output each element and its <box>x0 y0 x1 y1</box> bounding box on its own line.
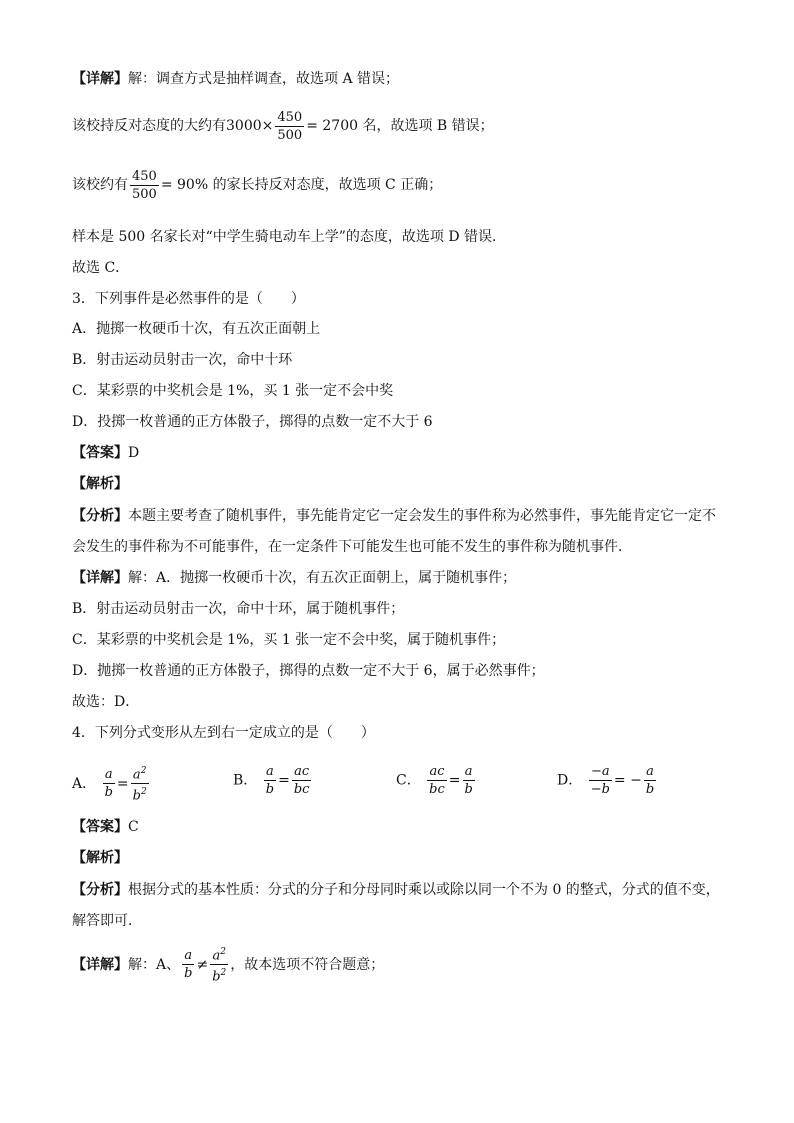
q3-jiexi-tag: 【解析】 <box>72 476 128 492</box>
q3-option-b: B．射击运动员射击一次，命中十环 <box>72 352 293 368</box>
q4-jiexi-tag: 【解析】 <box>72 850 128 866</box>
q3-detail-line-1: 【详解】解：A．抛掷一枚硬币十次，有五次正面朝上，属于随机事件； <box>72 570 517 586</box>
q2-detail-line-1: 【详解】解：调查方式是抽样调查，故选项 A 错误； <box>72 71 400 87</box>
q4-answer: 【答案】C <box>72 819 139 835</box>
q4-option-a: A． $\frac{a}{b}$ = $\frac{a^2}{b^2}$ <box>72 763 151 805</box>
q2-detail-line-4: 样本是 500 名家长对“中学生骑电动车上学”的态度，故选项 D 错误． <box>72 229 507 245</box>
q2-conclusion: 故选 C． <box>72 260 130 276</box>
q4-analysis-line-1: 【分析】根据分式的基本性质：分式的分子和分母同时乘以或除以同一个不为 0 的整式，分式的值不变， <box>72 882 720 898</box>
q2-detail-line-3: 该校约有 $\frac{450}{500}$ = 90% 的家长持反对态度，故选项 C 正确； <box>72 168 443 202</box>
q4-option-d: D． $\frac{-a}{-b}$ = − $\frac{a}{b}$ <box>557 764 655 797</box>
q3-detail-line-4: D．抛掷一枚普通的正方体骰子，掷得的点数一定不大于 6，属于必然事件； <box>72 663 545 679</box>
q3-detail-line-3: C．某彩票的中奖机会是 1%，买 1 张一定不会中奖，属于随机事件； <box>72 632 506 648</box>
q3-detail-line-2: B．射击运动员射击一次，命中十环，属于随机事件； <box>72 601 405 617</box>
q3-analysis-line-2: 会发生的事件称为不可能事件，在一定条件下可能发生也可能不发生的事件称为随机事件． <box>72 539 632 555</box>
q4-analysis-line-2: 解答即可． <box>72 913 142 929</box>
q3-answer: 【答案】D <box>72 445 140 461</box>
fraction-450-500: $\frac{450}{500}$ <box>132 168 157 202</box>
q3-stem: 3．下列事件是必然事件的是（ ） <box>72 291 305 307</box>
q3-option-d: D．投掷一枚普通的正方体骰子，掷得的点数一定不大于 6 <box>72 414 433 430</box>
q3-conclusion: 故选：D． <box>72 694 140 710</box>
q3-analysis-line-1: 【分析】本题主要考查了随机事件，事先能肯定它一定会发生的事件称为必然事件，事先能肯定它一定不 <box>72 508 716 524</box>
q2-detail-line-2: 该校持反对态度的大约有3000× $\frac{450}{500}$ = 2700 名，故选项 B 错误； <box>72 109 494 143</box>
q3-option-a: A．抛掷一枚硬币十次，有五次正面朝上 <box>72 321 321 337</box>
fraction-450-500: $\frac{450}{500}$ <box>277 109 303 143</box>
q4-option-c: C． $\frac{ac}{bc}$ = $\frac{a}{b}$ <box>396 764 473 797</box>
q4-stem: 4．下列分式变形从左到右一定成立的是（ ） <box>72 725 375 741</box>
q4-option-b: B． $\frac{a}{b}$ = $\frac{ac}{bc}$ <box>233 764 310 797</box>
q4-detail-line-1: 【详解】解：A、 $\frac{a}{b}$ ≠ $\frac{a^2}{b^2}$ ，故本选项不符合题意； <box>72 944 384 986</box>
q3-option-c: C．某彩票的中奖机会是 1%，买 1 张一定不会中奖 <box>72 383 394 399</box>
